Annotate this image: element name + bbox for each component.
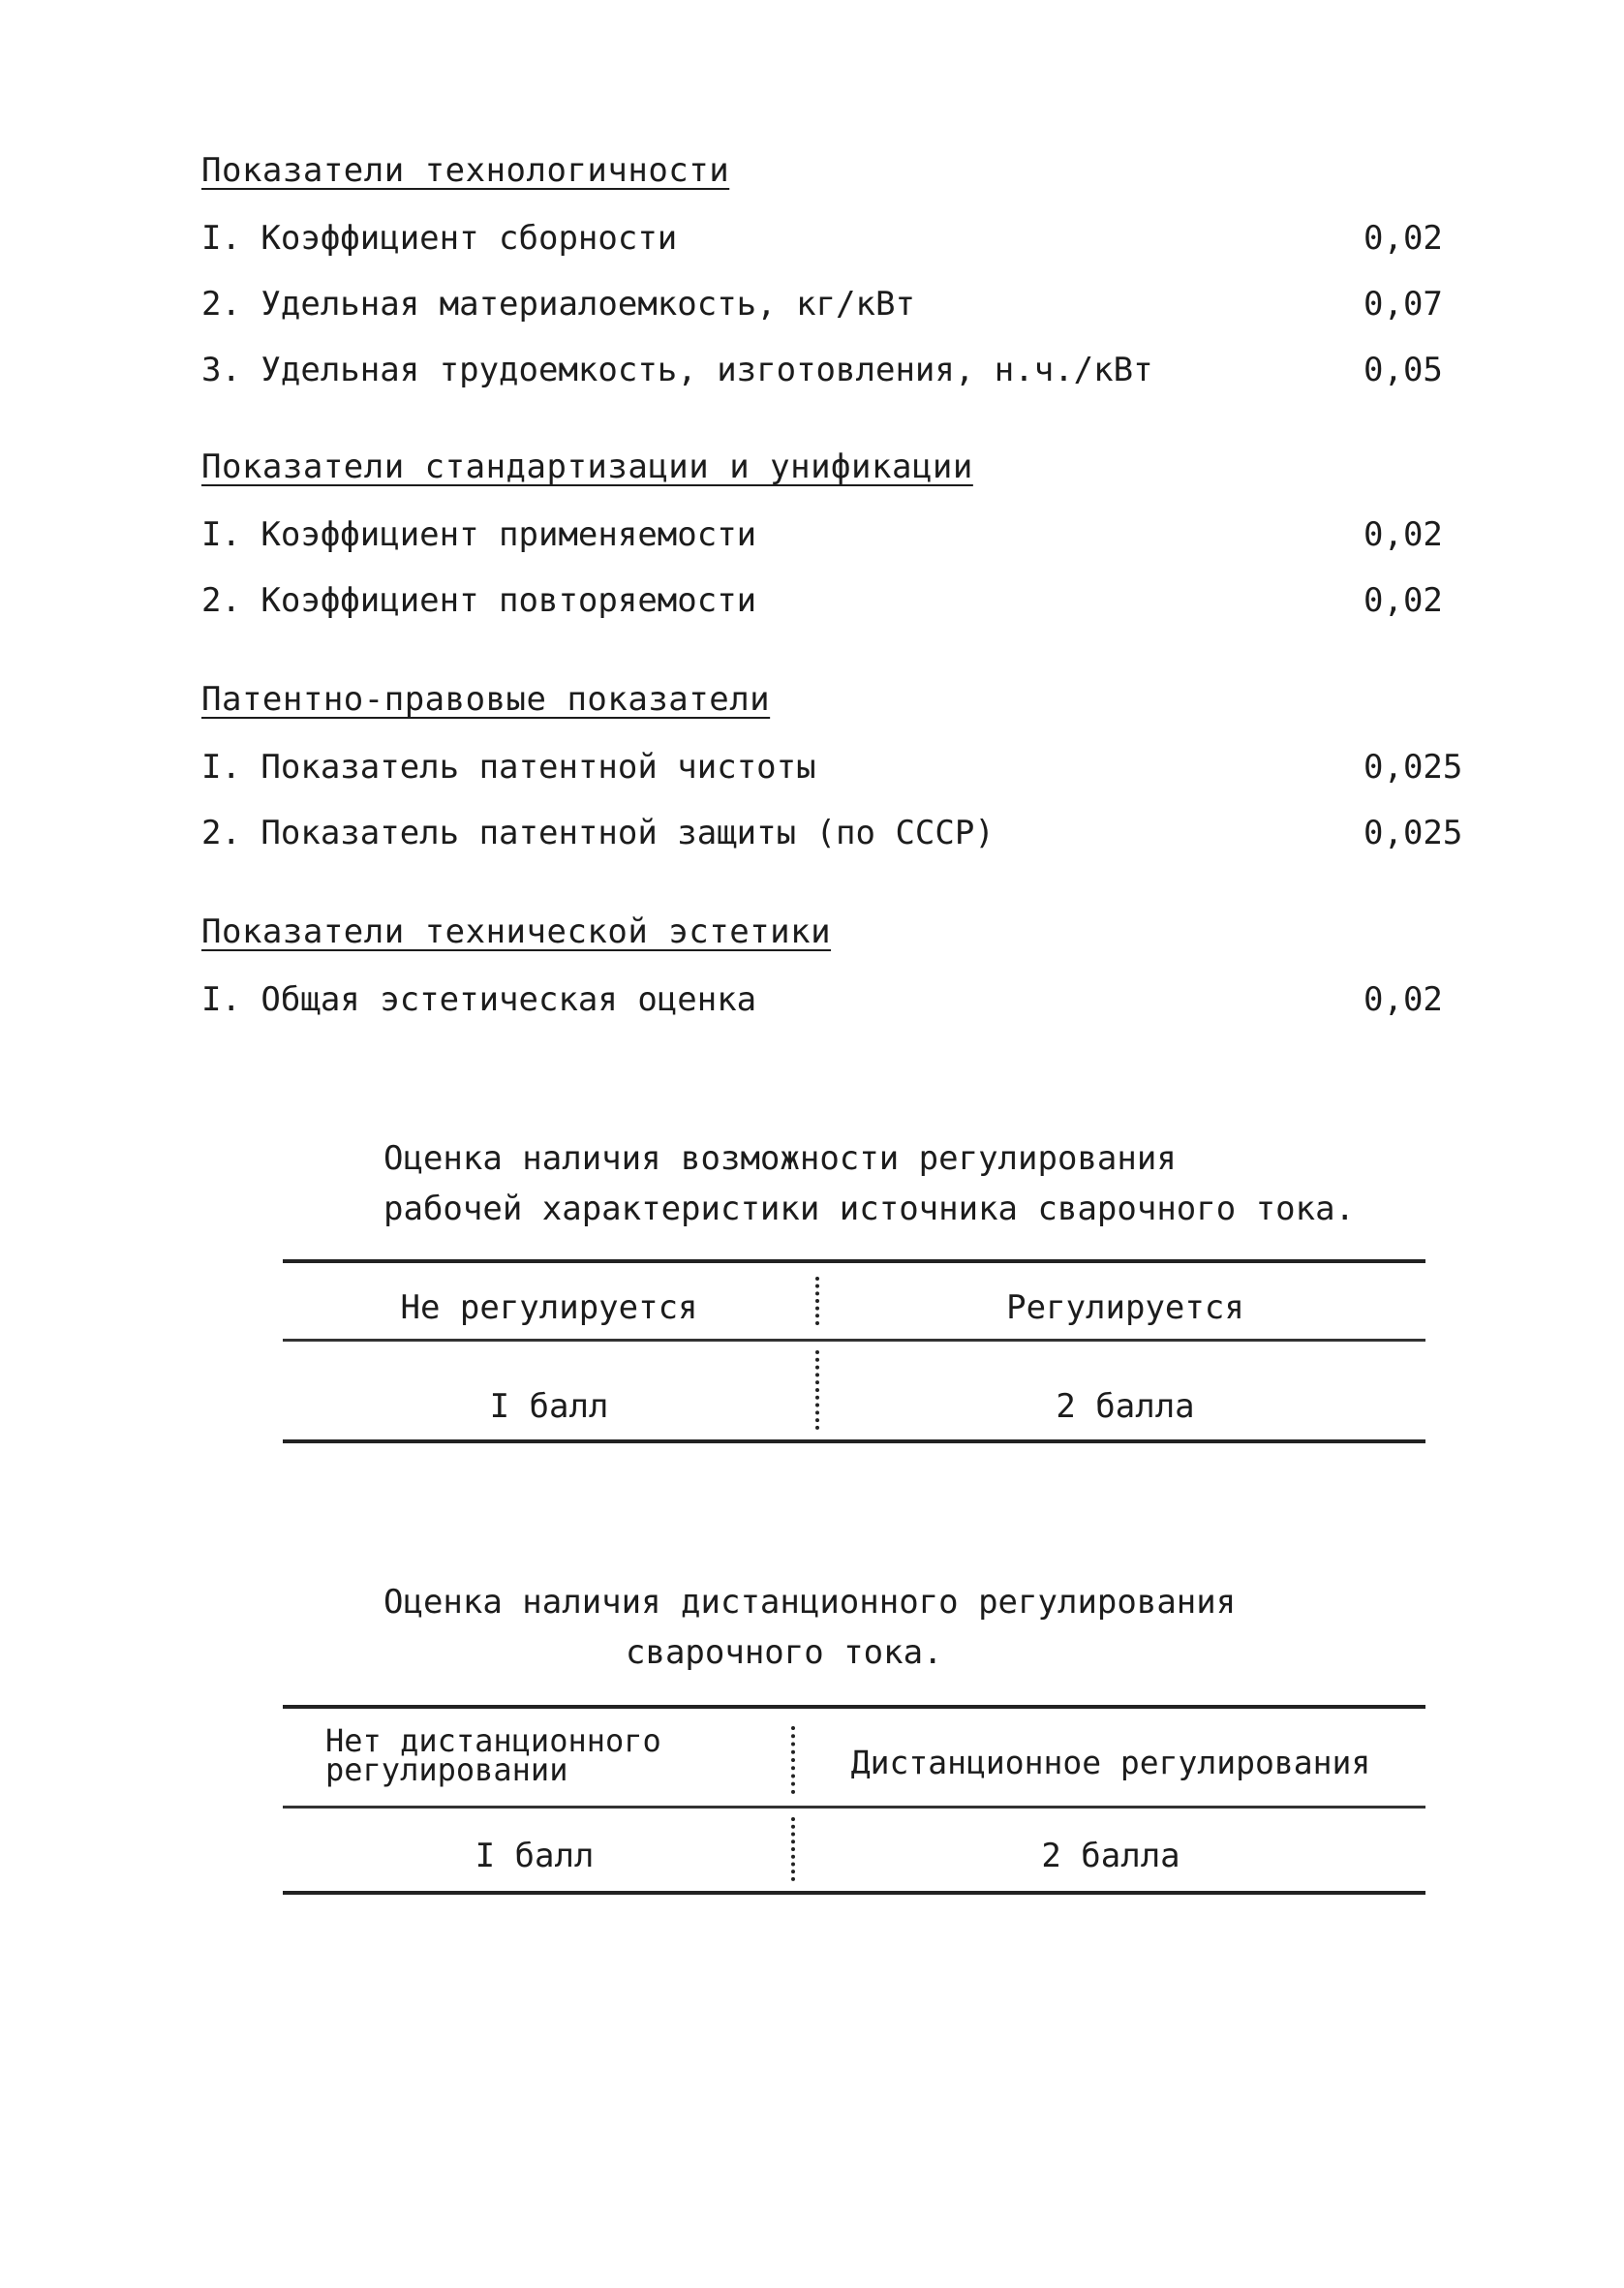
table-header-cell: Нет дистанционного регулировании bbox=[325, 1722, 661, 1788]
item-value: 0,07 bbox=[1364, 285, 1443, 324]
item-value: 0,02 bbox=[1364, 980, 1443, 1019]
table1-caption-line1: Оценка наличия возможности регулирования bbox=[383, 1139, 1177, 1178]
column-separator bbox=[815, 1277, 819, 1325]
table2-caption-line1: Оценка наличия дистанционного регулирования bbox=[383, 1583, 1237, 1622]
table-rule-top bbox=[283, 1259, 1425, 1263]
score-table-adjustment bbox=[283, 1259, 1425, 1453]
item-value: 0,02 bbox=[1364, 219, 1443, 258]
table-rule-bottom bbox=[283, 1891, 1425, 1895]
table-header-cell: Не регулируется bbox=[400, 1288, 698, 1327]
item-value: 0,02 bbox=[1364, 581, 1443, 620]
table-value-cell: 2 балла bbox=[1056, 1387, 1195, 1426]
table-rule-mid bbox=[283, 1806, 1425, 1809]
table-rule-top bbox=[283, 1705, 1425, 1709]
item-label: I. Коэффициент сборности bbox=[201, 219, 678, 258]
item-label: I. Общая эстетическая оценка bbox=[201, 980, 757, 1019]
item-label: I. Показатель патентной чистоты bbox=[201, 748, 816, 787]
table1-caption-line2: рабочей характеристики источника сварочного тока. bbox=[383, 1190, 1356, 1228]
table-value-cell: I балл bbox=[475, 1837, 595, 1875]
item-label: I. Коэффициент применяемости bbox=[201, 515, 757, 554]
column-separator bbox=[815, 1350, 819, 1430]
item-label: 2. Удельная материалоемкость, кг/кВт bbox=[201, 285, 915, 324]
item-label: 2. Показатель патентной защиты (по СССР) bbox=[201, 814, 995, 852]
section-heading-standardization: Показатели стандартизации и унификации bbox=[201, 448, 973, 486]
table-rule-mid bbox=[283, 1339, 1425, 1342]
item-value: 0,025 bbox=[1364, 814, 1463, 852]
table-value-cell: I балл bbox=[489, 1387, 609, 1426]
section-heading-aesthetics: Показатели технической эстетики bbox=[201, 912, 832, 951]
table-header-cell: Регулируется bbox=[1006, 1288, 1244, 1327]
table-value-cell: 2 балла bbox=[1041, 1837, 1180, 1875]
section-heading-technology: Показатели технологичности bbox=[201, 151, 730, 190]
item-value: 0,025 bbox=[1364, 748, 1463, 787]
section-heading-patent: Патентно-правовые показатели bbox=[201, 680, 771, 719]
table2-caption-line2: сварочного тока. bbox=[626, 1633, 943, 1672]
column-separator bbox=[791, 1817, 795, 1881]
item-label: 3. Удельная трудоемкость, изготовления, н.ч./кВт bbox=[201, 351, 1153, 389]
table-rule-bottom bbox=[283, 1439, 1425, 1443]
item-value: 0,02 bbox=[1364, 515, 1443, 554]
score-table-remote bbox=[283, 1705, 1425, 1899]
item-label: 2. Коэффициент повторяемости bbox=[201, 581, 757, 620]
table-header-cell: Дистанционное регулирования bbox=[850, 1744, 1371, 1781]
item-value: 0,05 bbox=[1364, 351, 1443, 389]
column-separator bbox=[791, 1726, 795, 1794]
